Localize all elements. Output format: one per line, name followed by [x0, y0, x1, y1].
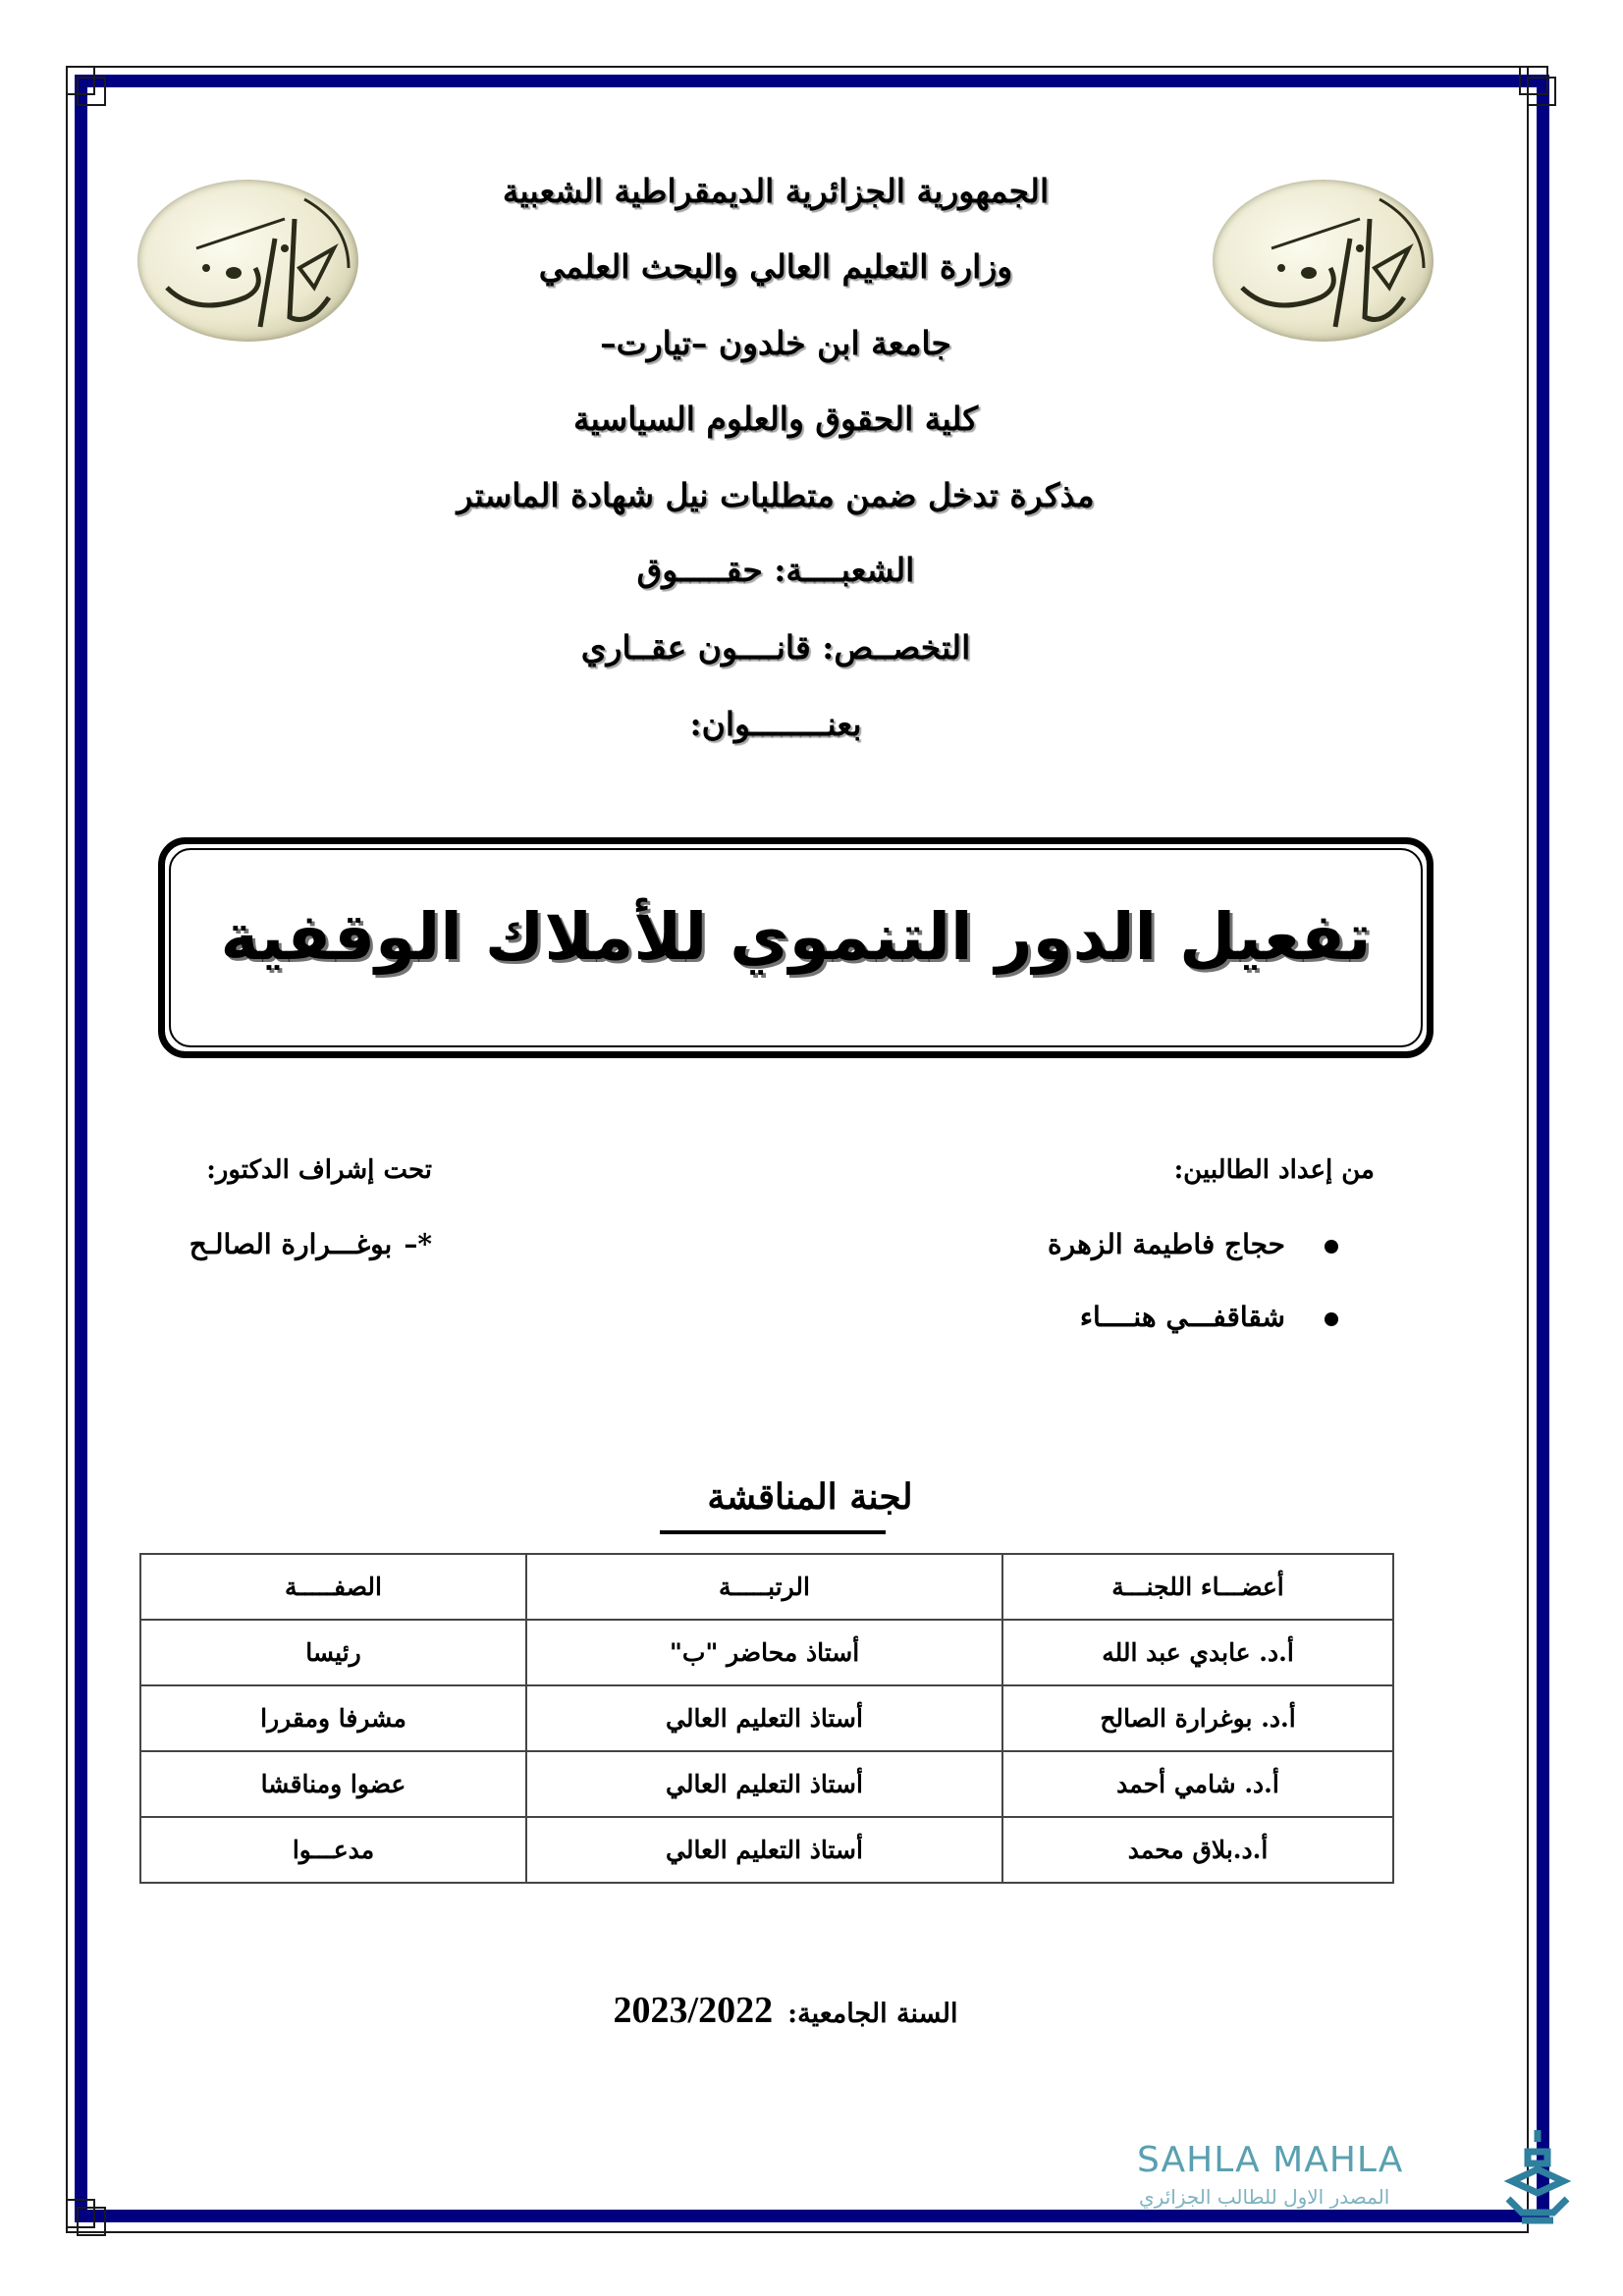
supervisor-label: تحت إشراف الدكتور: — [206, 1155, 432, 1185]
member-role: عضوا ومناقشا — [140, 1751, 526, 1817]
member-name: أ.د. شامي أحمد — [1002, 1751, 1393, 1817]
member-rank: أستاذ التعليم العالي — [526, 1751, 1002, 1817]
member-rank: أستاذ التعليم العالي — [526, 1817, 1002, 1883]
student-name: شقاقفـــي هنــــاء — [1079, 1301, 1285, 1333]
title-label: بعنــــــــوان: — [689, 705, 862, 743]
committee-table — [139, 1553, 1394, 1884]
member-role: مشرفا ومقررا — [140, 1685, 526, 1751]
member-role: مدعـــوا — [140, 1817, 526, 1883]
watermark-logo-icon — [1502, 2122, 1573, 2230]
supervisor-name: بوغـــرارة الصالـح — [189, 1228, 393, 1260]
column-header-members: أعضـــاء اللجنـــة — [1002, 1554, 1393, 1620]
member-role: رئيسا — [140, 1620, 526, 1685]
member-name: أ.د. عابدي عبد الله — [1002, 1620, 1393, 1685]
bullet-icon — [1325, 1240, 1338, 1254]
thesis-title-box — [158, 837, 1434, 1058]
member-name: أ.د. بوغرارة الصالح — [1002, 1685, 1393, 1751]
faculty-name: كلية الحقوق والعلوم السياسية — [572, 400, 979, 438]
student-item — [1080, 1298, 1338, 1337]
specialization: التخصــص: قانــــون عقــاري — [580, 628, 971, 667]
table-row — [140, 1620, 1393, 1685]
committee-heading-underline — [660, 1530, 886, 1534]
bullet-icon — [1325, 1312, 1338, 1326]
column-header-role: الصفـــــة — [140, 1554, 526, 1620]
table-row — [140, 1685, 1393, 1751]
column-header-rank: الرتبـــــة — [526, 1554, 1002, 1620]
committee-heading: لجنة المناقشة — [707, 1476, 913, 1518]
thesis-title: تفعيل الدور التنموي للأملاك الوقفية — [220, 899, 1372, 975]
border-corner-ornament — [77, 77, 106, 106]
ministry-name: وزارة التعليم العالي والبحث العلمي — [538, 247, 1013, 286]
field-of-study: الشعبــــة: حقـــــوق — [636, 551, 915, 589]
academic-year-label: السنة الجامعية: — [787, 1999, 958, 2029]
supervisor-prefix: *– — [404, 1228, 432, 1260]
member-name: أ.د.بلاق محمد — [1002, 1817, 1393, 1883]
watermark-title: SAHLA MAHLA — [1137, 2140, 1404, 2180]
border-corner-ornament — [1527, 77, 1556, 106]
member-rank: أستاذ التعليم العالي — [526, 1685, 1002, 1751]
country-name: الجمهورية الجزائرية الديمقراطية الشعبية — [502, 172, 1050, 210]
member-rank: أستاذ محاضر "ب" — [526, 1620, 1002, 1685]
table-row — [140, 1751, 1393, 1817]
university-name: جامعة ابن خلدون –تيارت– — [600, 324, 951, 362]
table-row — [140, 1817, 1393, 1883]
students-label: من إعداد الطالبين: — [1173, 1155, 1375, 1185]
table-header-row — [140, 1554, 1393, 1620]
supervisor-item — [189, 1225, 432, 1264]
watermark-subtitle: المصدر الاول للطالب الجزائري — [1139, 2185, 1390, 2209]
student-item — [1048, 1225, 1338, 1264]
student-name: حجاج فاطيمة الزهرة — [1048, 1228, 1285, 1260]
thesis-purpose: مذكرة تدخل ضمن متطلبات نيل شهادة الماستر — [457, 476, 1095, 514]
academic-year — [491, 1989, 1080, 2032]
academic-year-value: 2023/2022 — [613, 1990, 774, 2031]
border-corner-ornament — [77, 2207, 106, 2236]
page-border-navy — [75, 75, 1549, 2222]
